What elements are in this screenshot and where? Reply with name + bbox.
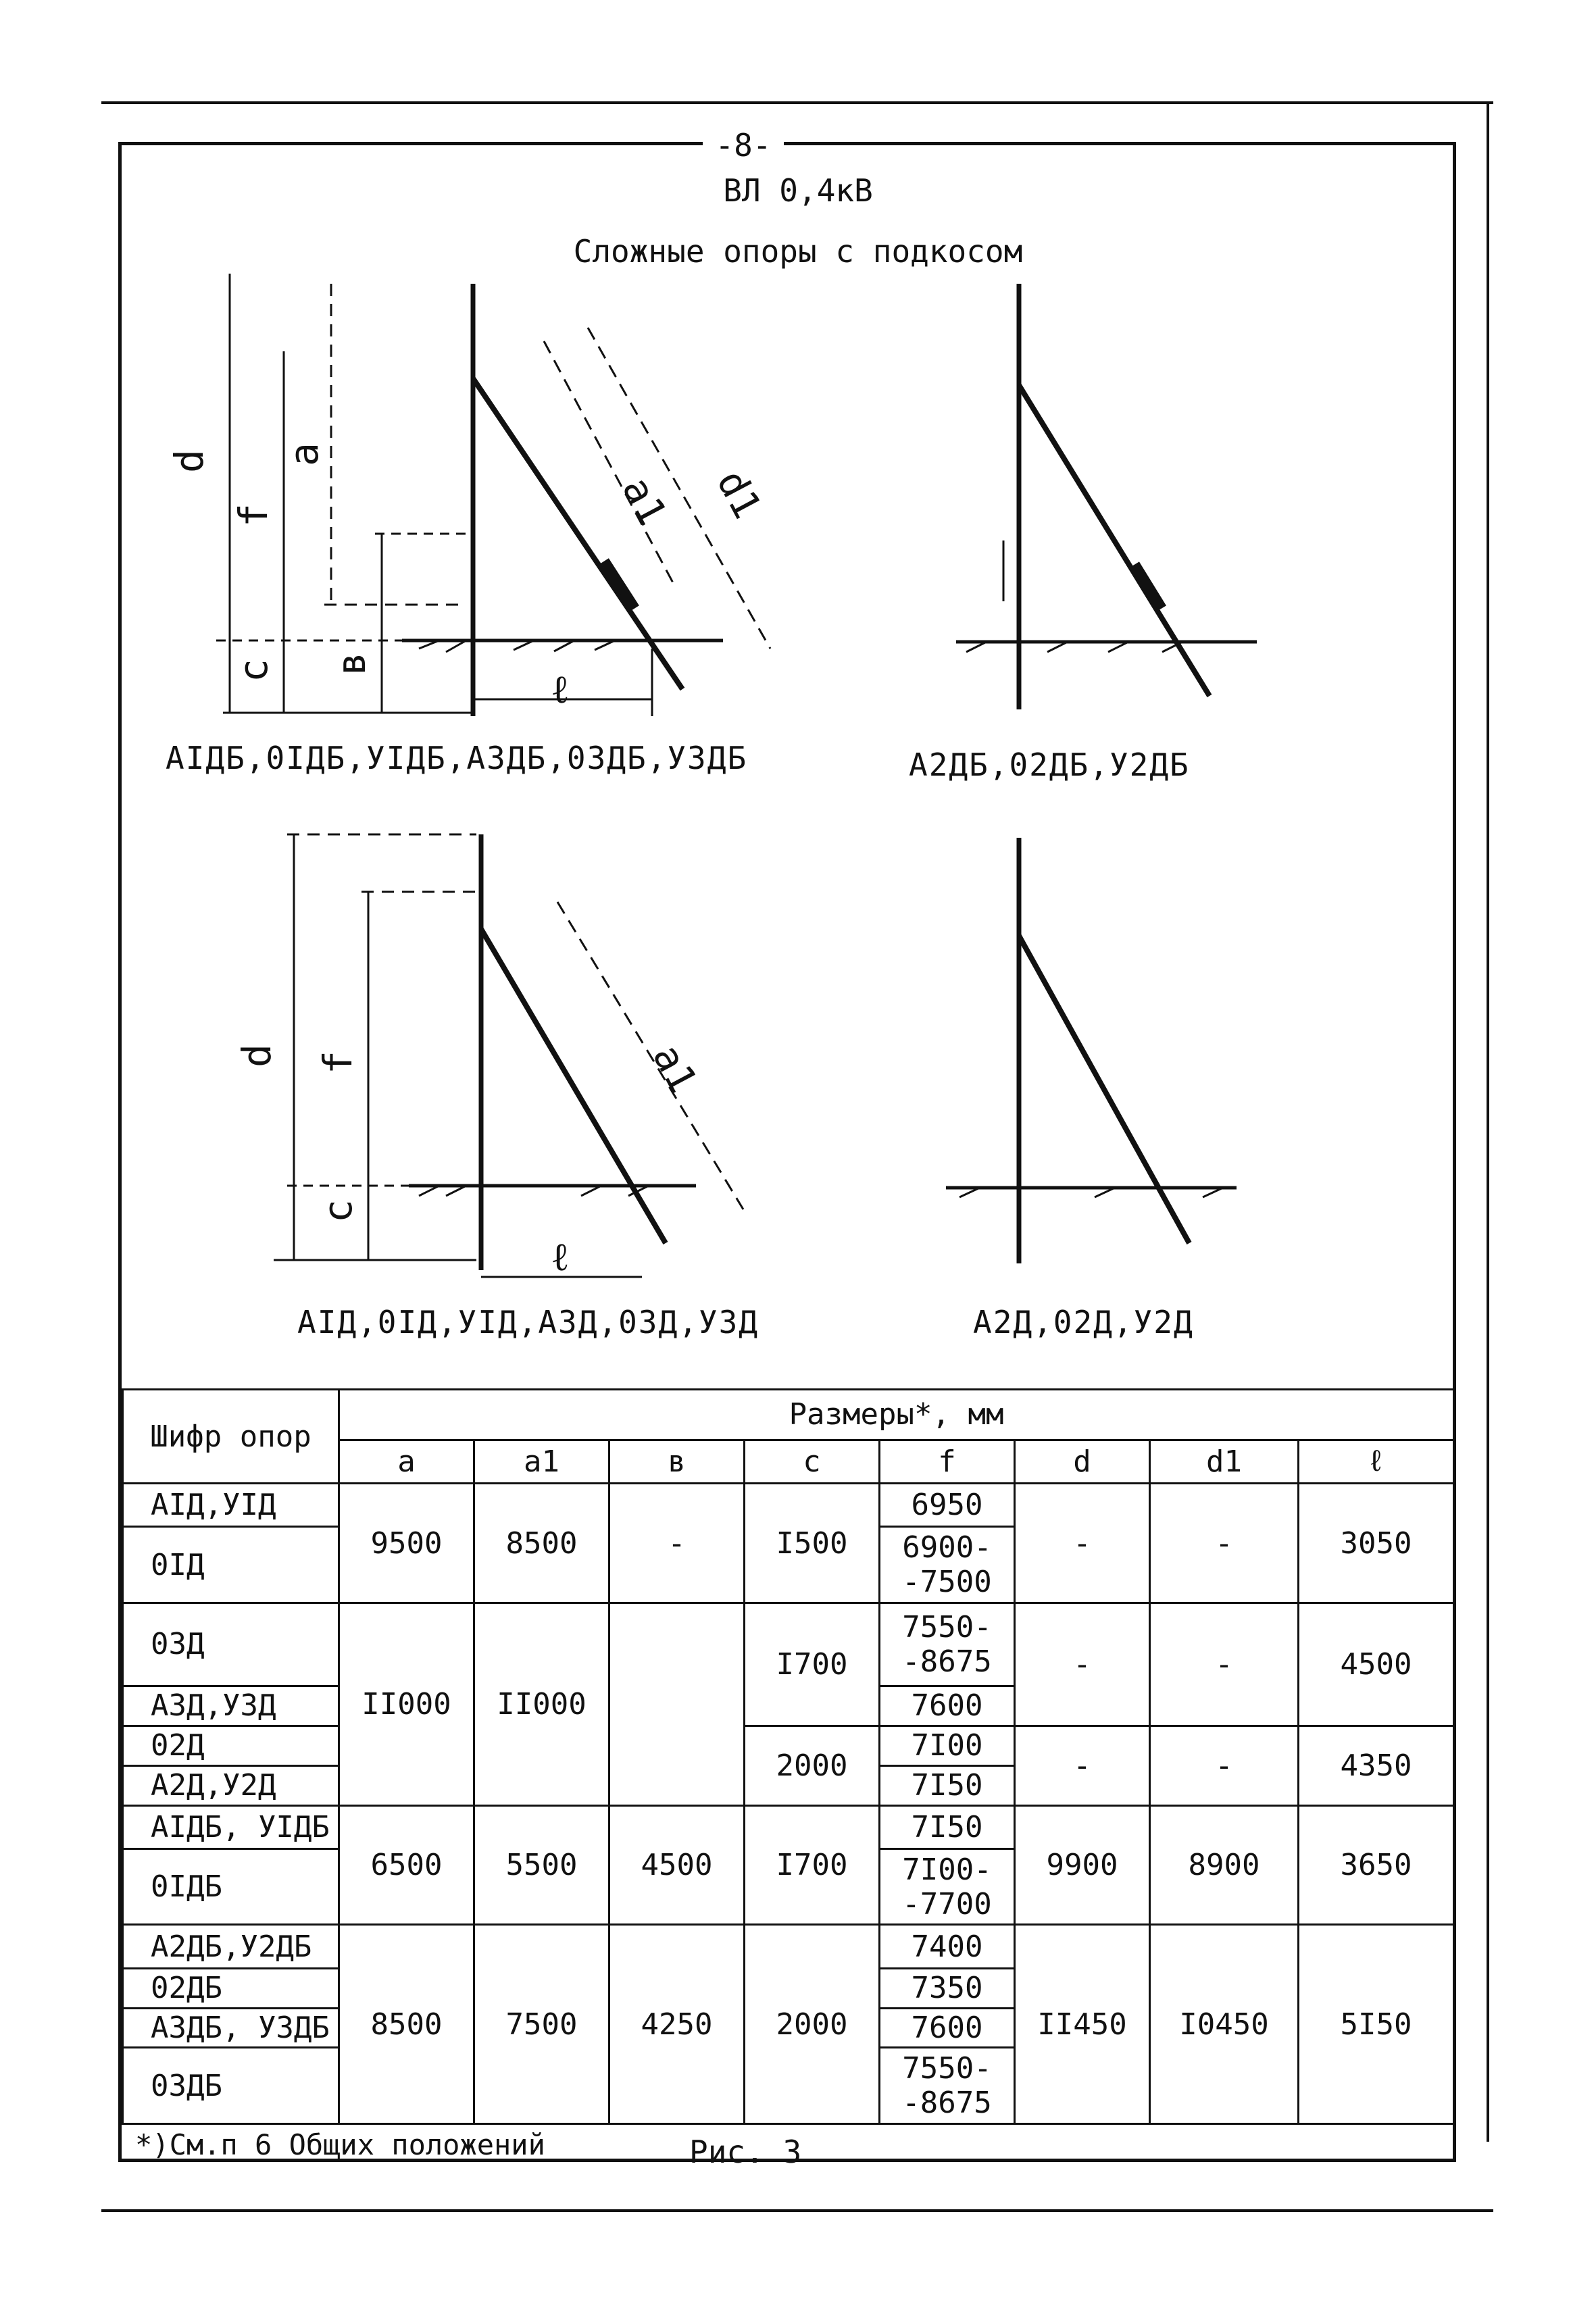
brace-line bbox=[473, 378, 682, 689]
row-code: 03ДБ bbox=[123, 2048, 339, 2124]
cell-a: 6500 bbox=[339, 1805, 474, 1925]
col-d1: d1 bbox=[1150, 1440, 1299, 1483]
cell-l: 5I50 bbox=[1299, 1925, 1454, 2124]
cell-f: 7550--8675 bbox=[880, 2048, 1015, 2124]
cell-l: 4350 bbox=[1299, 1726, 1454, 1805]
cell-f: 7400 bbox=[880, 1925, 1015, 1968]
cell-l: 4500 bbox=[1299, 1603, 1454, 1726]
cell-d: II450 bbox=[1015, 1925, 1150, 2124]
cell-f: 6950 bbox=[880, 1484, 1015, 1527]
cell-d1: - bbox=[1150, 1603, 1299, 1726]
cell-l: 3650 bbox=[1299, 1805, 1454, 1925]
cell-d: - bbox=[1015, 1726, 1150, 1805]
brace-line bbox=[1019, 936, 1189, 1243]
cell-c: I700 bbox=[745, 1805, 880, 1925]
cell-f: 6900--7500 bbox=[880, 1527, 1015, 1603]
cell-f: 7I50 bbox=[880, 1765, 1015, 1805]
caption-top-right: А2ДБ,02ДБ,У2ДБ bbox=[909, 747, 1190, 783]
cell-d: - bbox=[1015, 1603, 1150, 1726]
cell-b: 4500 bbox=[609, 1805, 745, 1925]
figure-label: Рис. 3 bbox=[689, 2134, 802, 2170]
row-code: А3Д,У3Д bbox=[123, 1686, 339, 1726]
cell-f: 7550--8675 bbox=[880, 1603, 1015, 1686]
table-row bbox=[123, 1603, 1454, 1686]
bottom-rule bbox=[101, 2209, 1493, 2212]
table-row bbox=[123, 1925, 1454, 1968]
label-c-bottom: c bbox=[315, 1199, 361, 1223]
drawing-top-left bbox=[216, 274, 770, 716]
row-code: А2ДБ,У2ДБ bbox=[123, 1925, 339, 1968]
cell-c: I700 bbox=[745, 1603, 880, 1726]
label-a1: a1 bbox=[613, 469, 676, 533]
cell-d: 9900 bbox=[1015, 1805, 1150, 1925]
cell-b bbox=[609, 1603, 745, 1805]
page-number: -8- bbox=[703, 127, 784, 164]
row-code: 0IД bbox=[123, 1527, 339, 1603]
label-b: в bbox=[328, 652, 374, 676]
row-code: 02Д bbox=[123, 1726, 339, 1765]
label-l: ℓ bbox=[551, 666, 570, 712]
cell-b: - bbox=[609, 1484, 745, 1603]
cell-a: 8500 bbox=[339, 1925, 474, 2124]
col-l: ℓ bbox=[1299, 1440, 1454, 1483]
drawing-bottom-right bbox=[946, 838, 1237, 1263]
col-a: a bbox=[339, 1440, 474, 1483]
row-code: А2Д,У2Д bbox=[123, 1765, 339, 1805]
caption-bottom-left: АIД,0IД,УIД,А3Д,03Д,У3Д bbox=[297, 1304, 759, 1340]
cell-f: 7350 bbox=[880, 1968, 1015, 2008]
header-dims: Размеры*, мм bbox=[339, 1390, 1454, 1440]
cell-c: I500 bbox=[745, 1484, 880, 1603]
row-code: 03Д bbox=[123, 1603, 339, 1686]
cell-a1: 7500 bbox=[474, 1925, 609, 2124]
row-code: АIД,УIД bbox=[123, 1484, 339, 1527]
dimensions-table bbox=[122, 1388, 1455, 2125]
cell-f: 7600 bbox=[880, 2008, 1015, 2048]
label-d: d bbox=[166, 449, 212, 473]
cell-c: 2000 bbox=[745, 1726, 880, 1805]
col-f: f bbox=[880, 1440, 1015, 1483]
label-f: f bbox=[230, 503, 276, 527]
footnote: *)См.п 6 Общих положений bbox=[135, 2128, 545, 2161]
cell-d1: 8900 bbox=[1150, 1805, 1299, 1925]
header-line2: Сложные опоры с подкосом bbox=[573, 233, 1023, 270]
label-d1: d1 bbox=[707, 462, 771, 526]
row-code: 02ДБ bbox=[123, 1968, 339, 2008]
cell-f: 7I00 bbox=[880, 1726, 1015, 1765]
row-code: 0IДБ bbox=[123, 1848, 339, 1924]
cell-d: - bbox=[1015, 1484, 1150, 1603]
col-a1: a1 bbox=[474, 1440, 609, 1483]
label-l-bottom: ℓ bbox=[551, 1234, 570, 1280]
cell-f: 7I50 bbox=[880, 1805, 1015, 1848]
label-f-bottom: f bbox=[315, 1051, 361, 1074]
brace-line bbox=[481, 929, 666, 1243]
dim-a1 bbox=[544, 341, 676, 588]
table-row bbox=[123, 1484, 1454, 1527]
cell-d1: - bbox=[1150, 1726, 1299, 1805]
cell-a: II000 bbox=[339, 1603, 474, 1805]
col-b: в bbox=[609, 1440, 745, 1483]
label-a1-bottom: a1 bbox=[643, 1036, 707, 1101]
cell-d1: I0450 bbox=[1150, 1925, 1299, 2124]
caption-bottom-right: А2Д,02Д,У2Д bbox=[973, 1304, 1194, 1340]
cell-f: 7600 bbox=[880, 1686, 1015, 1726]
cell-l: 3050 bbox=[1299, 1484, 1454, 1603]
cell-b: 4250 bbox=[609, 1925, 745, 2124]
col-c: c bbox=[745, 1440, 880, 1483]
row-code: АIДБ, УIДБ bbox=[123, 1805, 339, 1848]
cell-f: 7I00--7700 bbox=[880, 1848, 1015, 1924]
label-a: a bbox=[281, 443, 327, 466]
table-row bbox=[123, 1805, 1454, 1848]
label-c: c bbox=[230, 659, 276, 682]
table-row bbox=[123, 1726, 1454, 1765]
row-code: А3ДБ, У3ДБ bbox=[123, 2008, 339, 2048]
cell-a1: 5500 bbox=[474, 1805, 609, 1925]
caption-top-left: АIДБ,0IДБ,УIДБ,А3ДБ,03ДБ,У3ДБ bbox=[166, 740, 748, 776]
drawing-top-right bbox=[956, 284, 1257, 709]
header-code: Шифр опор bbox=[123, 1390, 339, 1484]
cell-d1: - bbox=[1150, 1484, 1299, 1603]
cell-a: 9500 bbox=[339, 1484, 474, 1603]
label-d-bottom: d bbox=[234, 1044, 280, 1067]
cell-c: 2000 bbox=[745, 1925, 880, 2124]
header-line1: ВЛ 0,4кВ bbox=[723, 172, 873, 209]
cell-a1: II000 bbox=[474, 1603, 609, 1805]
cell-a1: 8500 bbox=[474, 1484, 609, 1603]
col-d: d bbox=[1015, 1440, 1150, 1483]
